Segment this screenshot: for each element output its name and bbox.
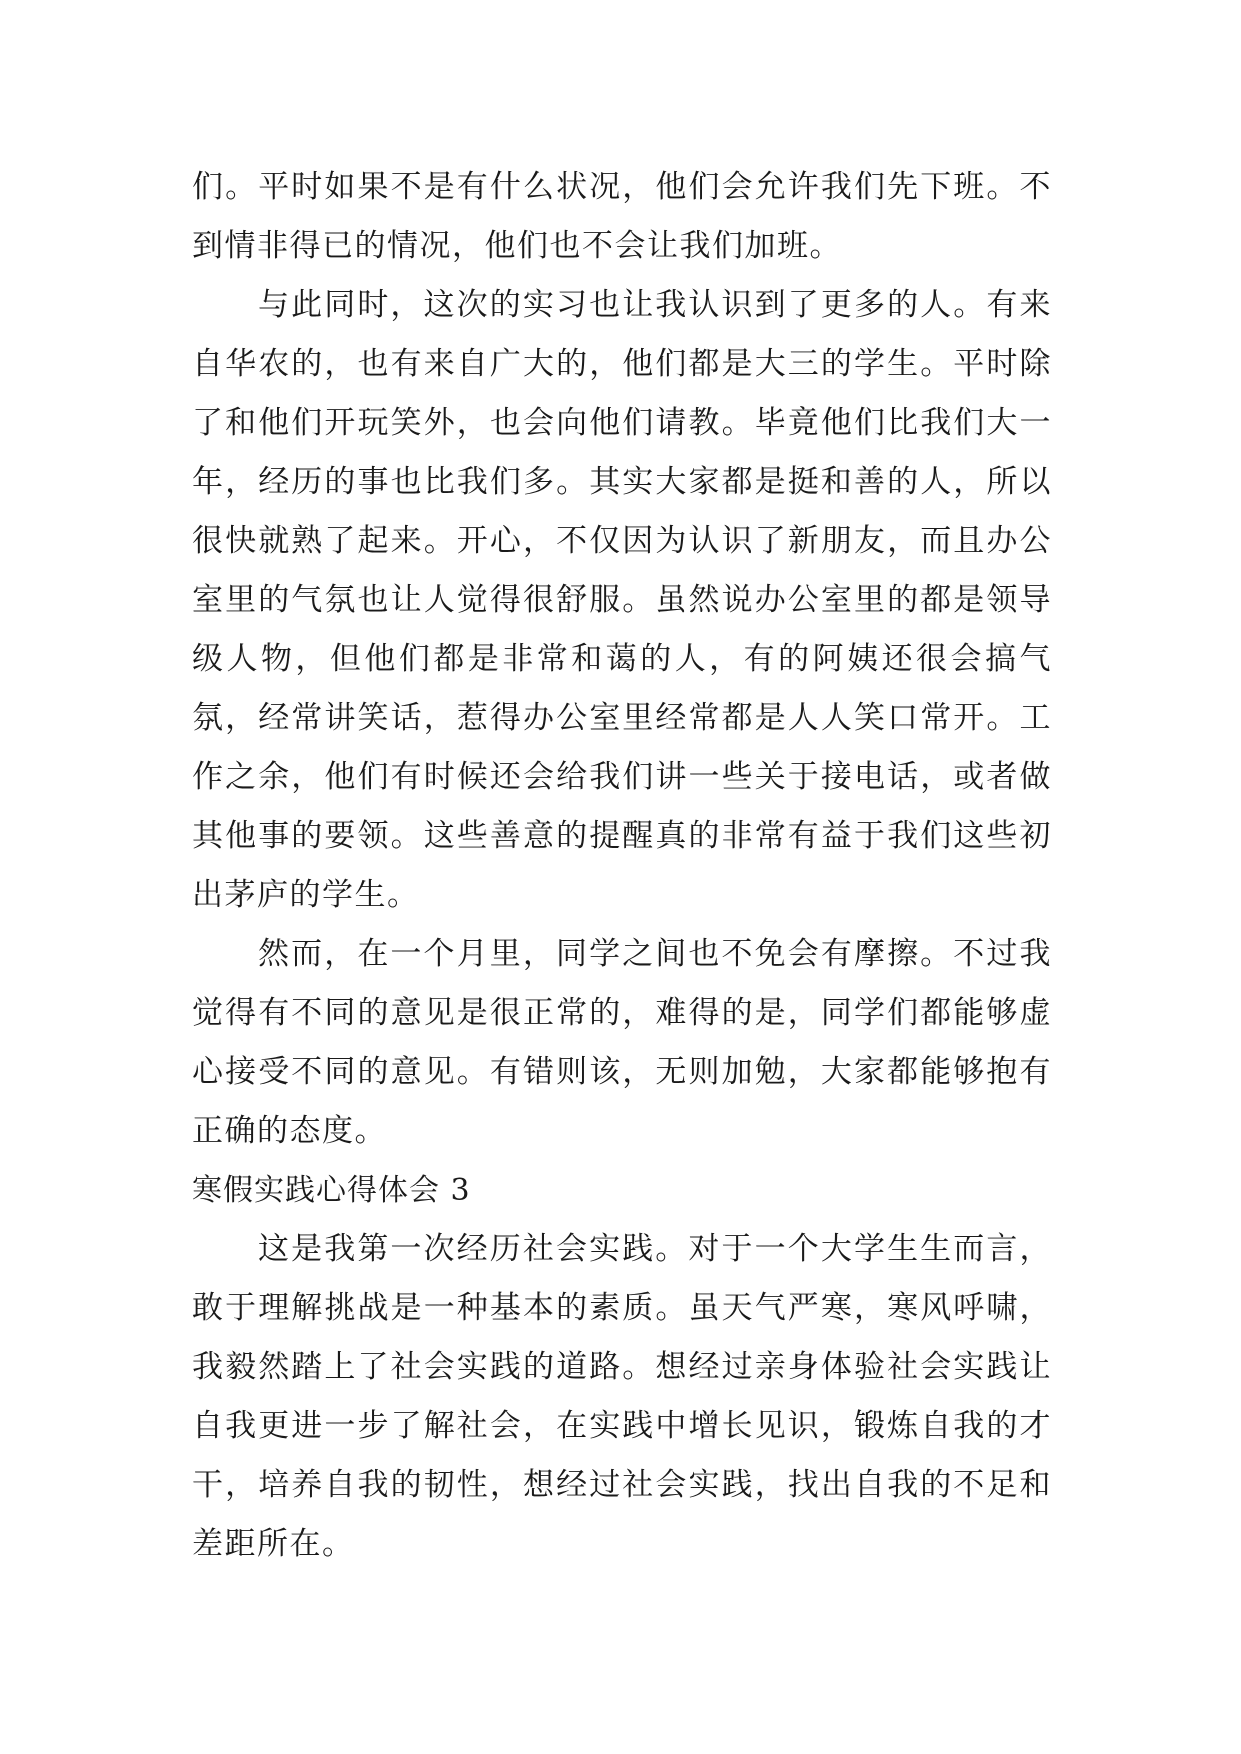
- section-heading: 寒假实践心得体会 3: [192, 1173, 471, 1208]
- paragraph-continuation: 们。平时如果不是有什么状况，他们会允许我们先下班。不到情非得已的情况，他们也不会让我们加班。: [192, 169, 1052, 264]
- paragraph-section-intro: 这是我第一次经历社会实践。对于一个大学生生而言，敢于理解挑战是一种基本的素质。虽天气严寒，寒风呼啸，我毅然踏上了社会实践的道路。想经过亲身体验社会实践让自我更进一步了解社会，在实践中增长见识，锻炼自我的才干，培养自我的韧性，想经过社会实践，找出自我的不足和差距所在。: [192, 1231, 1052, 1562]
- paragraph-friction: 然而，在一个月里，同学之间也不免会有摩擦。不过我觉得有不同的意见是很正常的，难得的是，同学们都能够虚心接受不同的意见。有错则该，无则加勉，大家都能够抱有正确的态度。: [192, 936, 1052, 1149]
- document-body: [192, 158, 1052, 1574]
- paragraph-new-people: 与此同时，这次的实习也让我认识到了更多的人。有来自华农的，也有来自广大的，他们都是大三的学生。平时除了和他们开玩笑外，也会向他们请教。毕竟他们比我们大一年，经历的事也比我们多。其实大家都是挺和善的人，所以很快就熟了起来。开心，不仅因为认识了新朋友，而且办公室里的气氛也让人觉得很舒服。虽然说办公室里的都是领导级人物，但他们都是非常和蔼的人，有的阿姨还很会搞气氛，经常讲笑话，惹得办公室里经常都是人人笑口常开。工作之余，他们有时候还会给我们讲一些关于接电话，或者做其他事的要领。这些善意的提醒真的非常有益于我们这些初出茅庐的学生。: [192, 287, 1052, 913]
